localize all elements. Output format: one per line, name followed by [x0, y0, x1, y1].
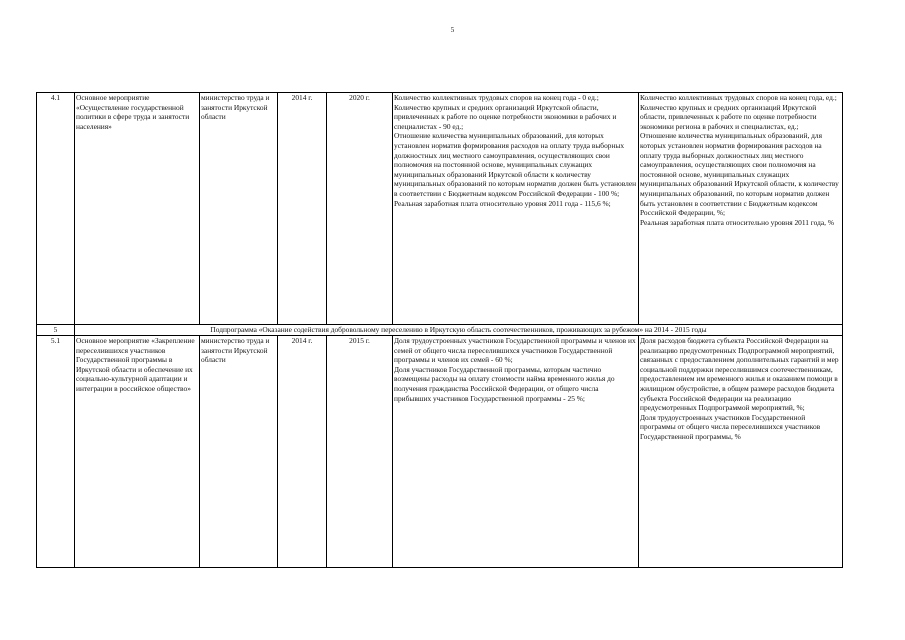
table-row-5-1	[37, 336, 843, 568]
start-year: 2014 г.	[278, 336, 327, 568]
end-year: 2020 г.	[327, 93, 393, 325]
related-indicators: Доля расходов бюджета субъекта Российской Федерации на реализацию предусмотренных Подпрограммой мероприятий, связанных с предоставлением дополнительных гарантий и мер социальной поддержки переселившимся соотечественникам, предоставлением им временного жилья и оказанием помощи в жилищном обустройстве, в общем размере расходов бюджета субъекта Российской Федерации на реализацию предусмотренных Подпрограммой мероприятий, %; Доля трудоустроенных участников Государственной программы от общего числа переселившихся участников Государственной программы, %	[639, 336, 843, 568]
related-indicators: Количество коллективных трудовых споров на конец года, ед.; Количество крупных и средних организаций Иркутской области, привлеченных к работе по оценке потребности экономики региона в рабочих и специалистах, ед.; Отношение количества муниципальных образований, для которых установлен норматив формирования расходов на оплату труда выборных должностных лиц местного самоуправления, осуществляющих свои полномочия на постоянной основе, муниципальных служащих муниципальных образований Иркутской области, к количеству муниципальных образований, по которым норматив должен быть установлен в соответствии с Бюджетным кодексом Российской Федерации, %; Реальная заработная плата относительно уровня 2011 года, %	[639, 93, 843, 325]
event-name: Основное мероприятие «Закрепление переселившихся участников Государственной программы в Иркутской области и обеспечение их социально-культурной адаптации и интеграции в российское общество»	[75, 336, 200, 568]
indicators: Доля трудоустроенных участников Государственной программы и членов их семей от общего числа переселившихся участников Государственной программы и членов их семей - 60 %; Доля участников Государственной программы, которым частично возмещены расходы на оплату стоимости найма временного жилья до получения гражданства Российской Федерации, от общего числа прибывших участников Государственной программы - 25 %;	[393, 336, 639, 568]
executor: министерство труда и занятости Иркутской области	[200, 336, 278, 568]
indicators: Количество коллективных трудовых споров на конец года - 0 ед.; Количество крупных и средних организаций Иркутской области, привлеченных к работе по оценке потребности экономики в рабочих и специалистах - 90 ед.; Отношение количества муниципальных образований, для которых установлен норматив формирования расходов на оплату труда выборных должностных лиц местного самоуправления, осуществляющих свои полномочия на постоянной основе, муниципальных служащих муниципальных образований Иркутской области к количеству муниципальных образований по которым норматив должен быть установлен в соответствии с Бюджетным кодексом Российской Федерации - 100 %; Реальная заработная плата относительно уровня 2011 года - 115,6 %;	[393, 93, 639, 325]
start-year: 2014 г.	[278, 93, 327, 325]
row-number: 4.1	[37, 93, 75, 325]
end-year: 2015 г.	[327, 336, 393, 568]
subprogram-title: Подпрограмма «Оказание содействия добровольному переселению в Иркутскую область соотечественников, проживающих за рубежом» на 2014 - 2015 годы	[75, 325, 843, 336]
event-name: Основное мероприятие «Осуществление государственной политики в сфере труда и занятости населения»	[75, 93, 200, 325]
measures-table	[36, 92, 843, 568]
executor: министерство труда и занятости Иркутской области	[200, 93, 278, 325]
subprogram-row	[37, 325, 843, 336]
subprogram-number: 5	[37, 325, 75, 336]
row-number: 5.1	[37, 336, 75, 568]
table-row-4-1	[37, 93, 843, 325]
page-number: 5	[450, 26, 455, 34]
